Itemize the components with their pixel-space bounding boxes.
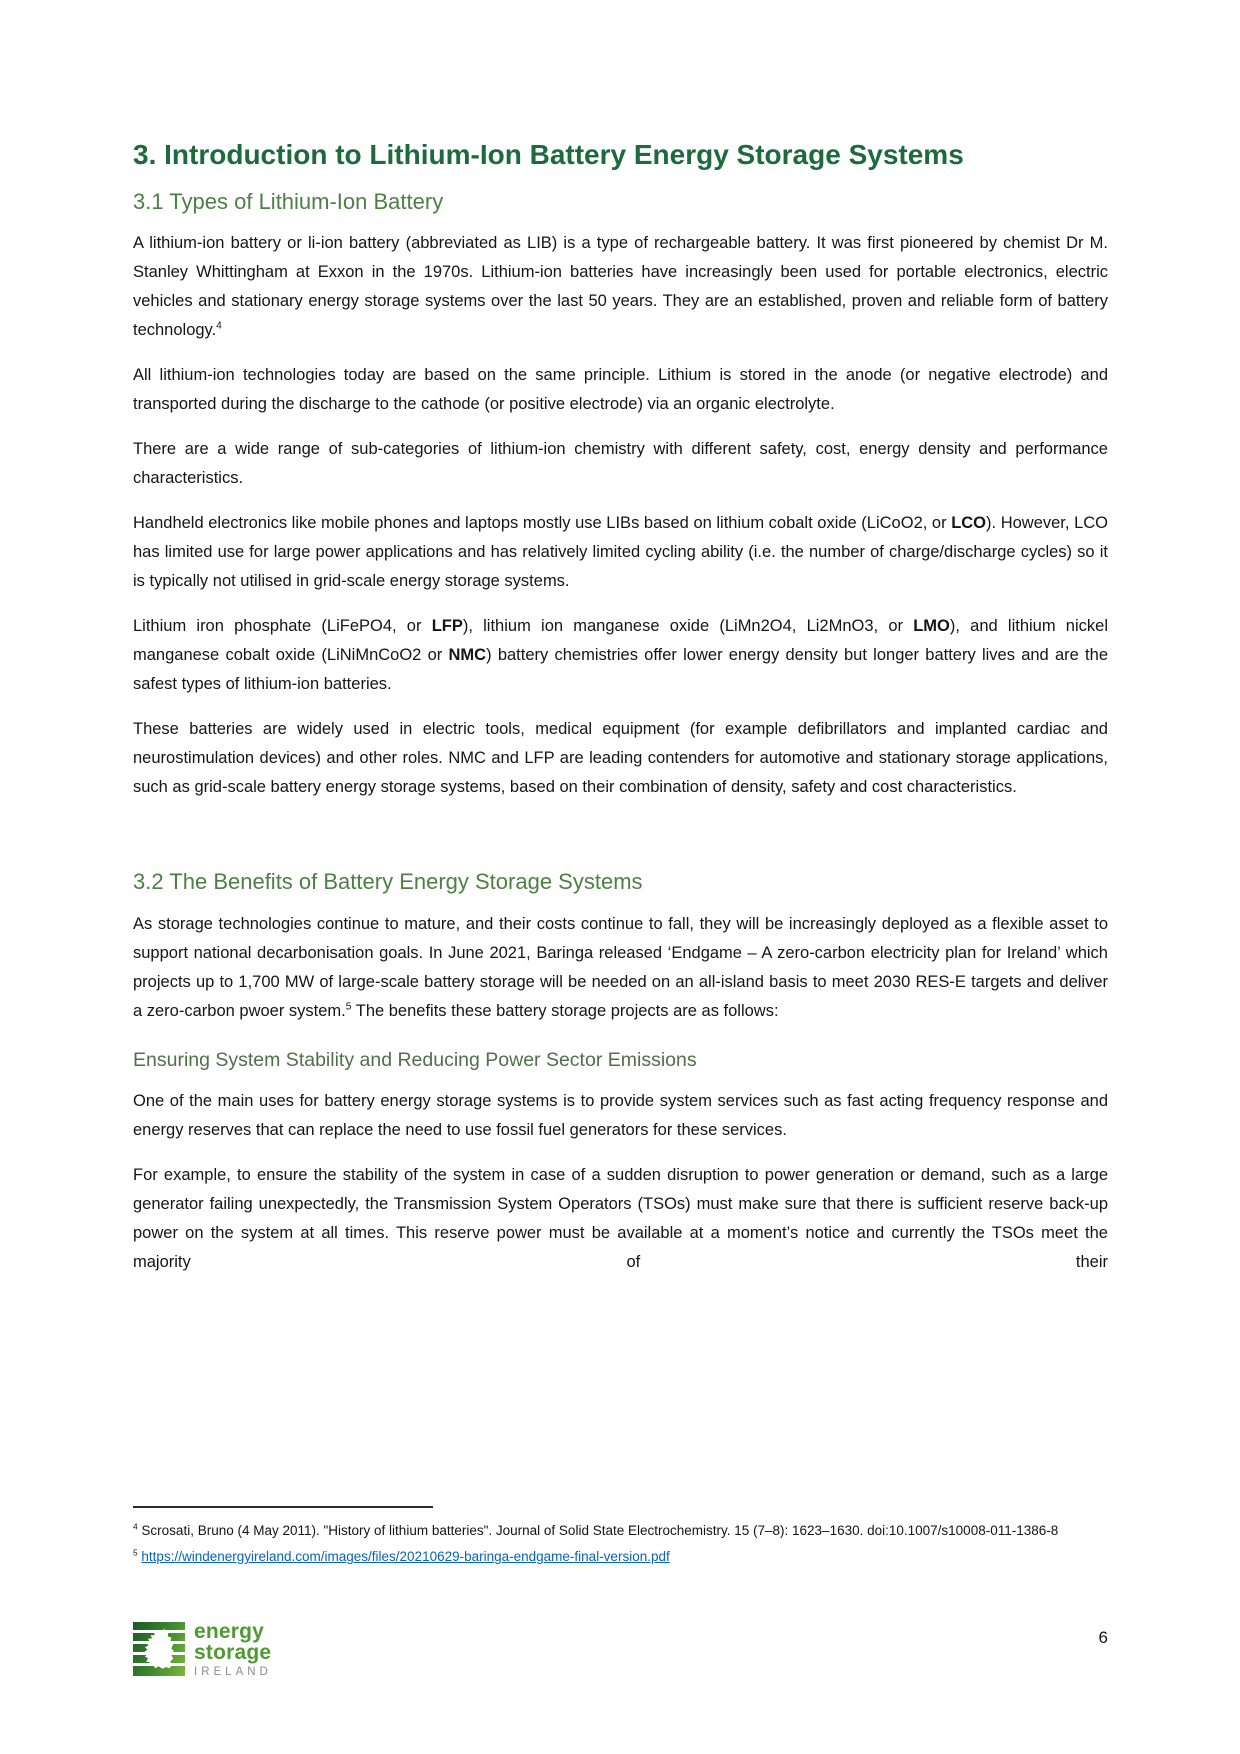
paragraph bbox=[133, 1087, 1108, 1145]
footnote-marker: 5 bbox=[133, 1547, 138, 1558]
footnote-separator bbox=[133, 1506, 433, 1508]
footnote-block bbox=[133, 1506, 1108, 1571]
text-run: LMO bbox=[913, 617, 950, 636]
paragraph bbox=[133, 1161, 1108, 1277]
text-run: A lithium-ion battery or li-ion battery (abbreviated as LIB) is a type of rechargeable battery. It was first pioneered by chemist Dr M. Stanley Whittingham at Exxon in the 1970s. Lithium-ion batteries have increasingly been used for portable electronics, electric vehicles and stationary energy storage systems over the last 50 years. They are an established, proven and reliable form of battery technology. bbox=[133, 234, 1108, 340]
page-number: 6 bbox=[1098, 1628, 1108, 1647]
text-run: ), lithium ion manganese oxide (LiMn2O4, Li2MnO3, or bbox=[462, 617, 914, 636]
text-run: These batteries are widely used in electric tools, medical equipment (for example defibrillators and implanted cardiac and neurostimulation devices) and other roles. NMC and LFP are leading contenders for automotive and stationary storage applications, such as grid-scale battery energy storage systems, based on their combination of density, safety and cost characteristics. bbox=[133, 720, 1108, 797]
logo-text bbox=[194, 1622, 272, 1679]
paragraph bbox=[133, 509, 1108, 596]
ireland-map-icon bbox=[142, 1624, 178, 1674]
footnote bbox=[133, 1518, 1108, 1544]
paragraph bbox=[133, 612, 1108, 699]
energy-storage-ireland-logo bbox=[133, 1622, 272, 1679]
text-run: Lithium iron phosphate (LiFePO4, or bbox=[133, 617, 432, 636]
text-run: The benefits these battery storage projects are as follows: bbox=[351, 1001, 779, 1020]
logo-stripes bbox=[133, 1622, 185, 1676]
text-run: LCO bbox=[951, 514, 987, 533]
text-run: ) battery chemistries offer lower energy density but longer battery lives and are the safest types of lithium-ion batteries. bbox=[133, 646, 1108, 694]
text-run: One of the main uses for battery energy storage systems is to provide system services such as fast acting frequency response and energy reserves that can replace the need to use fossil fuel generators for these services. bbox=[133, 1091, 1108, 1139]
footnotes bbox=[133, 1518, 1108, 1571]
footnote bbox=[133, 1544, 1108, 1570]
text-run: There are a wide range of sub-categories of lithium-ion chemistry with different safety, cost, energy density and performance characteristics. bbox=[133, 440, 1108, 488]
paragraph bbox=[133, 715, 1108, 802]
paragraph bbox=[133, 910, 1108, 1026]
paragraph bbox=[133, 229, 1108, 345]
subsection-paragraphs bbox=[133, 1087, 1108, 1277]
section-32-paragraphs bbox=[133, 910, 1108, 1026]
text-run: As storage technologies continue to mature, and their costs continue to fall, they will be increasingly deployed as a flexible asset to support national decarbonisation goals. In June 2021, Baringa released ‘Endgame – A zero-carbon electricity plan for Ireland’ which projects up to 1,700 MW of large-scale battery storage will be needed on an all-island basis to meet 2030 RES-E targets and deliver a zero-carbon pwoer system. bbox=[133, 914, 1108, 1020]
text-run: For example, to ensure the stability of the system in case of a sudden disruption to power generation or demand, such as a large generator failing unexpectedly, the Transmission System Operators (TSOs) must make sure that there is sufficient reserve back-up power on the system at all times. This reserve power must be available at a moment’s notice and currently the TSOs meet the majority of their bbox=[133, 1165, 1108, 1271]
text-run: Handheld electronics like mobile phones and laptops mostly use LIBs based on lithium cobalt oxide (LiCoO2, or bbox=[133, 514, 952, 533]
page-footer bbox=[133, 1622, 1108, 1679]
logo-word-storage: storage bbox=[194, 1640, 272, 1664]
text-run: ). However, LCO has limited use for large power applications and has relatively limited cycling ability (i.e. the number of charge/discharge cycles) so it is typically not utilised in grid-scale energy storage systems. bbox=[133, 514, 1108, 591]
chapter-heading: 3. Introduction to Lithium-Ion Battery Energy Storage Systems bbox=[133, 139, 964, 170]
footnote-marker: 4 bbox=[133, 1521, 138, 1532]
paragraph bbox=[133, 361, 1108, 419]
subsection-heading: Ensuring System Stability and Reducing Power Sector Emissions bbox=[133, 1048, 697, 1071]
footnote-link[interactable]: https://windenergyireland.com/images/files/20210629-baringa-endgame-final-version.pdf bbox=[141, 1549, 670, 1565]
text-run: Scrosati, Bruno (4 May 2011). "History of lithium batteries". Journal of Solid State Electrochemistry. 15 (7–8): 1623–1630. doi:10.1007/s10008-011-1386-8 bbox=[141, 1523, 1059, 1538]
section-31-heading: 3.1 Types of Lithium-Ion Battery bbox=[133, 188, 444, 214]
logo-word-energy: energy bbox=[194, 1620, 265, 1643]
footnote-marker: 4 bbox=[216, 320, 222, 332]
section-31-paragraphs bbox=[133, 229, 1108, 802]
text-run: LFP bbox=[431, 617, 463, 636]
section-32-heading: 3.2 The Benefits of Battery Energy Storage Systems bbox=[133, 869, 643, 895]
text-run: NMC bbox=[448, 646, 487, 665]
paragraph bbox=[133, 435, 1108, 493]
footnote-marker: 5 bbox=[345, 1001, 352, 1013]
text-run: All lithium-ion technologies today are based on the same principle. Lithium is stored in the anode (or negative electrode) and transported during the discharge to the cathode (or positive electrode) via an organic electrolyte. bbox=[133, 366, 1108, 414]
text-run: ), and lithium nickel manganese cobalt oxide (LiNiMnCoO2 or bbox=[133, 617, 1108, 665]
logo-word-ireland: IRELAND bbox=[194, 1666, 272, 1679]
